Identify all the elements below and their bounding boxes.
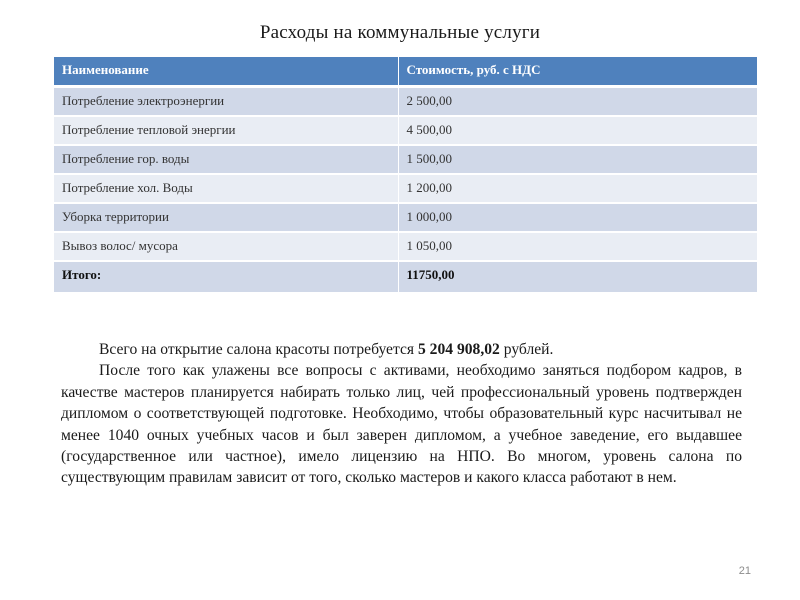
body-text <box>61 339 742 489</box>
row-cost-cell: 1 200,00 <box>398 174 757 203</box>
total-investment-paragraph <box>61 339 742 360</box>
row-name-cell: Потребление гор. воды <box>54 145 398 174</box>
column-header-cost: Стоимость, руб. с НДС <box>398 57 757 87</box>
table-row <box>54 87 757 117</box>
column-header-name: Наименование <box>54 57 398 87</box>
row-cost-cell: 1 000,00 <box>398 203 757 232</box>
page-number: 21 <box>738 565 751 577</box>
row-cost-cell: 1 500,00 <box>398 145 757 174</box>
slide-title: Расходы на коммунальные услуги <box>259 22 541 43</box>
row-name-cell: Потребление электроэнергии <box>54 87 398 117</box>
table-header-row <box>54 57 757 87</box>
total-value-cell: 11750,00 <box>398 261 757 293</box>
row-name-cell: Потребление тепловой энергии <box>54 116 398 145</box>
table-row <box>54 203 757 232</box>
staffing-paragraph: После того как улажены все вопросы с активами, необходимо заняться подбором кадров, в качестве мастеров планируется набирать только лиц, чей профессиональный уровень подтвержден дипломом о соответствующей подготовке. Необходимо, чтобы образовательный курс насчитывал не менее 1040 очных учебных часов и был заверен дипломом, а учебное заведение, его выдавшее (государственное или частное), имело лицензию на НПО. Во многом, уровень салона по существующим правилам зависит от того, сколько мастеров и какого класса работают в нем. <box>61 362 742 487</box>
paragraph-text: рублей. <box>499 341 554 358</box>
table-total-row <box>54 261 757 293</box>
row-cost-cell: 4 500,00 <box>398 116 757 145</box>
total-investment-amount: 5 204 908,02 <box>417 341 500 358</box>
utility-costs-table <box>54 57 757 294</box>
row-name-cell: Вывоз волос/ мусора <box>54 232 398 261</box>
table-row <box>54 145 757 174</box>
row-name-cell: Потребление хол. Воды <box>54 174 398 203</box>
table-row <box>54 174 757 203</box>
table-row <box>54 116 757 145</box>
row-name-cell: Уборка территории <box>54 203 398 232</box>
table-row <box>54 232 757 261</box>
paragraph-text: Всего на открытие салона красоты потребуется <box>99 341 418 358</box>
row-cost-cell: 1 050,00 <box>398 232 757 261</box>
row-cost-cell: 2 500,00 <box>398 87 757 117</box>
total-label-cell: Итого: <box>54 261 398 293</box>
